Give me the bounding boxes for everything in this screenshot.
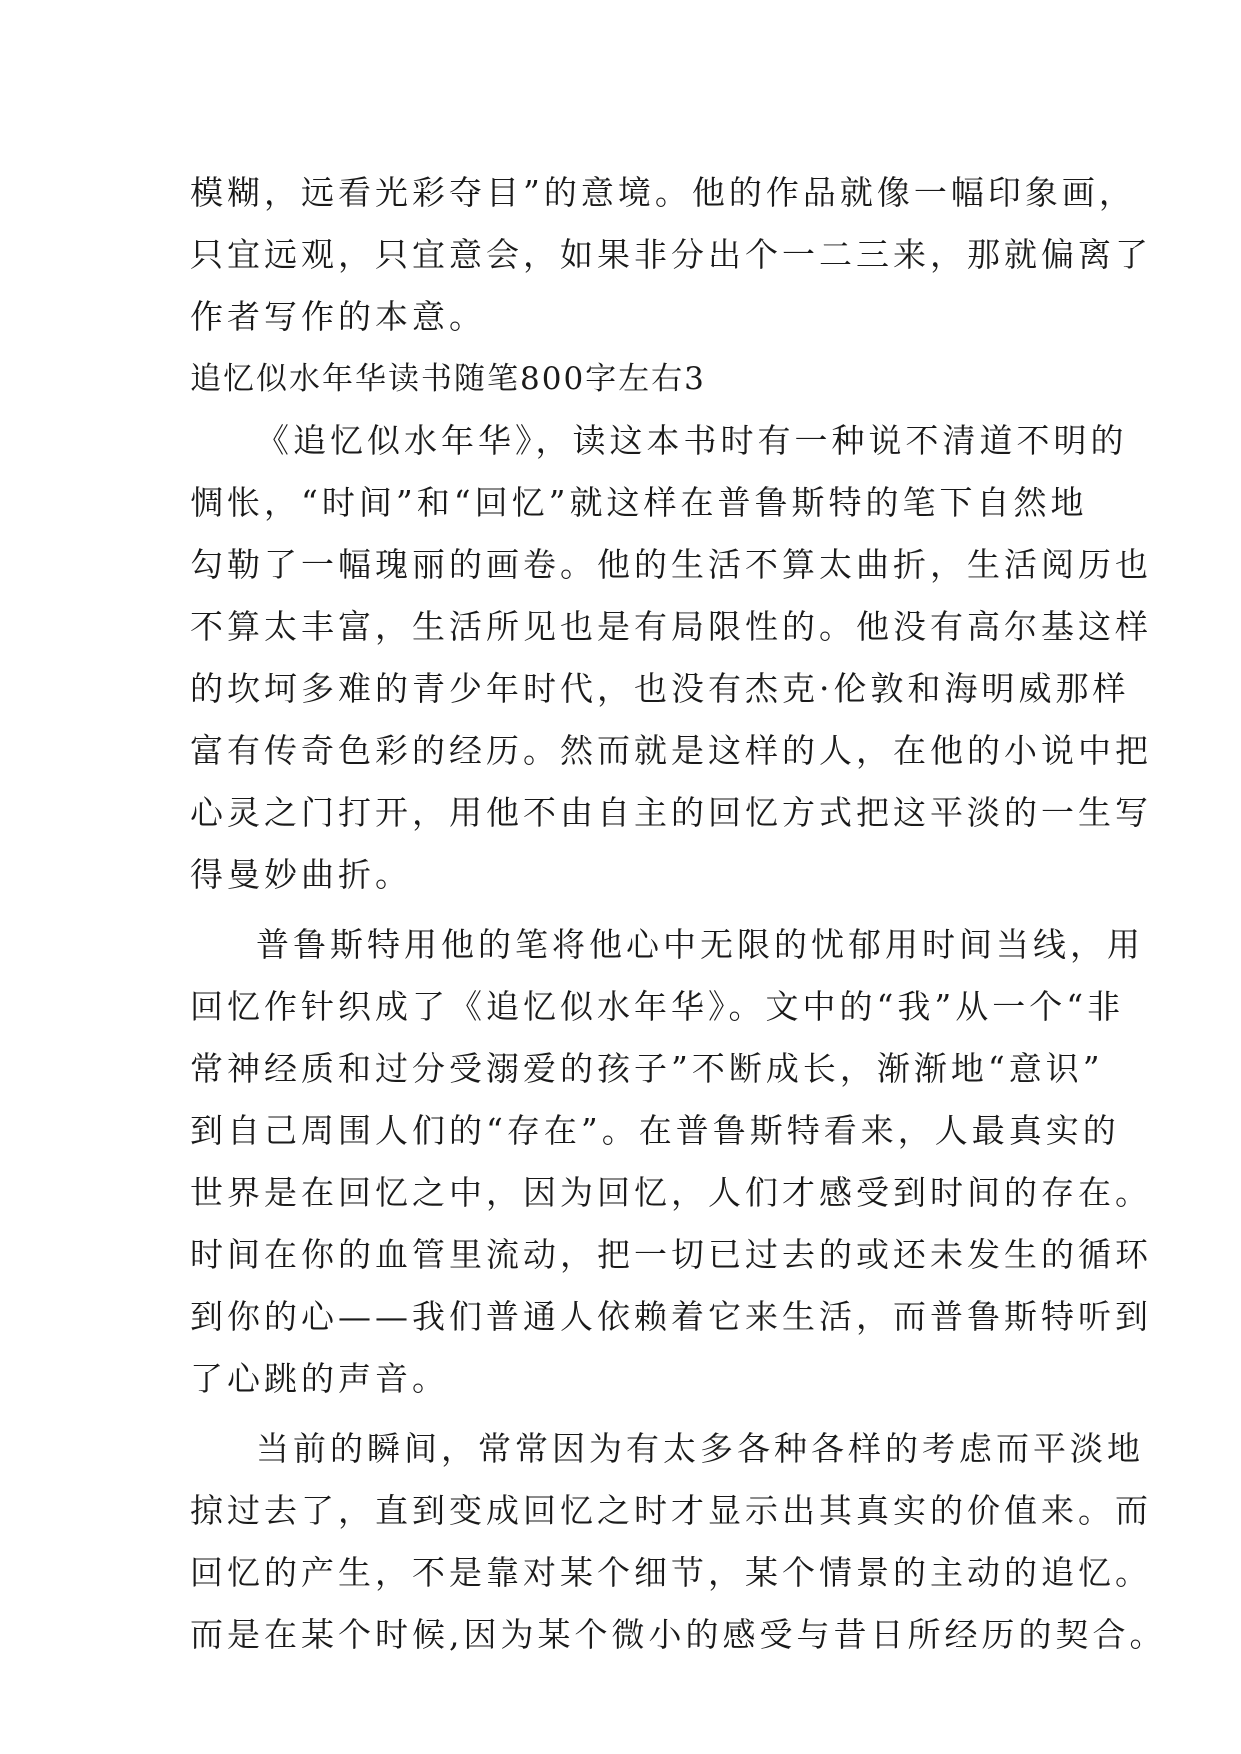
text-line — [190, 914, 1144, 976]
text-line: 勾勒了一幅瑰丽的画卷。他的生活不算太曲折，生活阅历也 — [190, 545, 1152, 584]
text-line — [190, 1418, 1144, 1480]
text-line: 只宜远观，只宜意会，如果非分出个一二三来，那就偏离了 — [190, 235, 1152, 274]
text-span: 普鲁斯特用他的笔将他心中无限的忧郁用时间当线，用 — [256, 925, 1144, 964]
paragraph-spacer — [190, 906, 1070, 914]
text-line: 掠过去了，直到变成回忆之时才显示出其真实的价值来。而 — [190, 1491, 1152, 1530]
text-line: 得曼妙曲折。 — [190, 855, 412, 894]
text-line: 惆怅，“时间”和“回忆”就这样在普鲁斯特的笔下自然地 — [190, 483, 1088, 522]
text-line: 而是在某个时候,因为某个微小的感受与昔日所经历的契合。 — [190, 1615, 1167, 1654]
paragraph-3 — [190, 1418, 1167, 1666]
text-line: 心灵之门打开，用他不由自主的回忆方式把这平淡的一生写 — [190, 793, 1152, 832]
continuation-paragraph — [190, 162, 1152, 348]
text-line: 回忆的产生，不是靠对某个细节，某个情景的主动的追忆。 — [190, 1553, 1152, 1592]
text-line — [190, 410, 1128, 472]
section-title: 追忆似水年华读书随笔800字左右3 — [190, 361, 706, 397]
paragraph-spacer — [190, 1410, 1070, 1418]
text-line: 作者写作的本意。 — [190, 297, 486, 336]
document-body — [190, 162, 1167, 1666]
text-line: 到自己周围人们的“存在”。在普鲁斯特看来，人最真实的 — [190, 1111, 1120, 1150]
text-line: 时间在你的血管里流动，把一切已过去的或还未发生的循环 — [190, 1235, 1152, 1274]
text-line: 常神经质和过分受溺爱的孩子”不断成长，渐渐地“意识” — [190, 1049, 1104, 1088]
text-line: 的坎坷多难的青少年时代，也没有杰克·伦敦和海明威那样 — [190, 669, 1130, 708]
text-line: 回忆作针织成了《追忆似水年华》。文中的“我”从一个“非 — [190, 987, 1125, 1026]
paragraph-2 — [190, 914, 1152, 1410]
paragraph-1 — [190, 410, 1152, 906]
text-line: 了心跳的声音。 — [190, 1359, 449, 1398]
text-line: 不算太丰富，生活所见也是有局限性的。他没有高尔基这样 — [190, 607, 1152, 646]
text-span: 《追忆似水年华》，读这本书时有一种说不清道不明的 — [256, 421, 1128, 460]
text-line: 富有传奇色彩的经历。然而就是这样的人，在他的小说中把 — [190, 731, 1152, 770]
text-line: 到你的心——我们普通人依赖着它来生活，而普鲁斯特听到 — [190, 1297, 1152, 1336]
text-line: 世界是在回忆之中，因为回忆，人们才感受到时间的存在。 — [190, 1173, 1152, 1212]
text-line: 模糊，远看光彩夺目”的意境。他的作品就像一幅印象画， — [190, 173, 1136, 212]
text-span: 当前的瞬间，常常因为有太多各种各样的考虑而平淡地 — [256, 1429, 1144, 1468]
